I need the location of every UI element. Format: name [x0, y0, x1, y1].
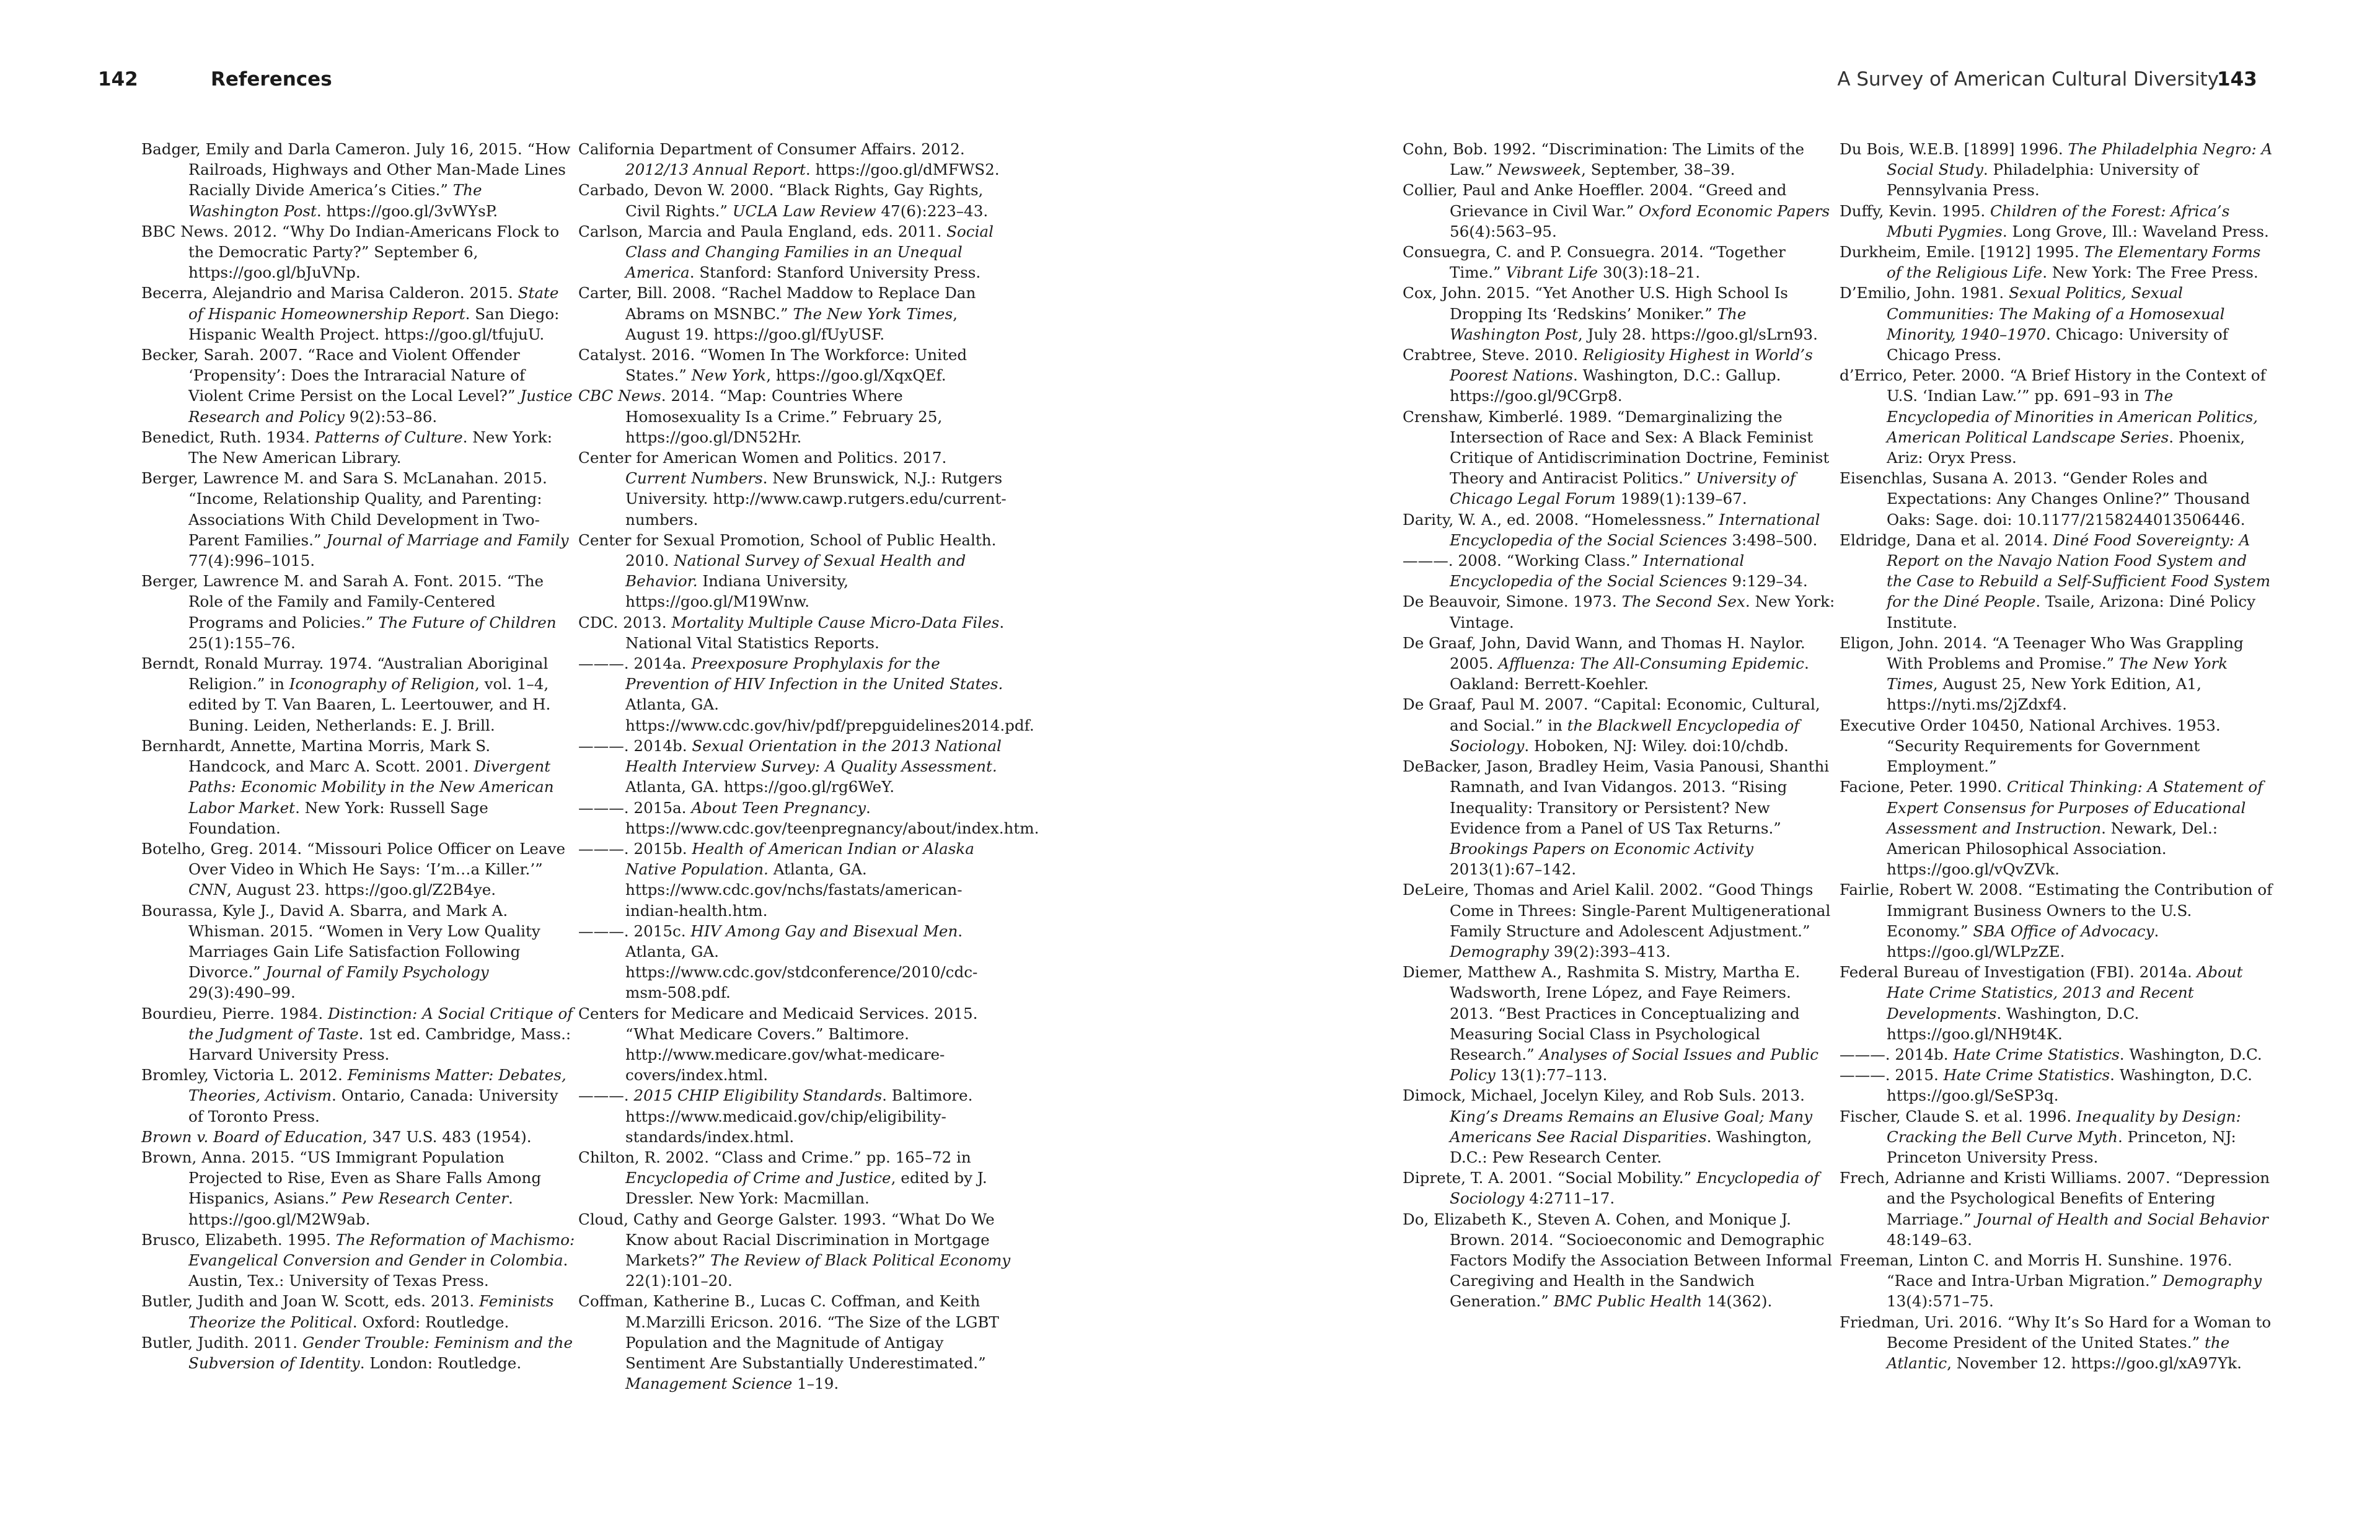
reference-entry: [1403, 345, 1836, 407]
reference-text: . Hoboken, NJ: Wiley. doi:10/chdb.: [1524, 736, 1789, 755]
reference-title-italic: Encyclopedia of Crime and Justice: [625, 1169, 891, 1187]
reference-title-italic: Journal of Marriage and Family: [326, 530, 569, 549]
reference-text: ———. 2015.: [1840, 1066, 1944, 1085]
reference-text: Crenshaw, Kimberlé. 1989. “Demarginalizing the Intersection of Race and Sex: A Black Feminist Critique of Antidiscrimination Doctrine, Feminist Theory and Antiracist Politics.”: [1403, 407, 1830, 488]
reference-text: Centers for Medicare and Medicaid Services. 2015. “What Medicare Covers.” Baltimore. http://www.medicare.gov/what-medicare-covers/index.html.: [578, 1004, 978, 1085]
reference-text: Berger, Lawrence M. and Sarah A. Font. 2015. “The Role of the Family and Family-Centered Programs and Policies.”: [141, 572, 544, 631]
reference-text: . Austin, Tex.: University of Texas Press.: [188, 1251, 568, 1290]
reference-title-italic: Current Numbers: [625, 469, 763, 488]
reference-text: Fairlie, Robert W. 2008. “Estimating the Contribution of Immigrant Business Owners to the U.S. Economy.”: [1840, 881, 2273, 940]
reference-text: Federal Bureau of Investigation (FBI). 2014a.: [1840, 963, 2197, 982]
reference-text: Butler, Judith. 2011.: [141, 1333, 302, 1352]
reference-text: Fischer, Claude S. et al. 1996.: [1840, 1107, 2076, 1125]
reference-title-italic: The Second Sex: [1621, 592, 1745, 611]
reference-title-italic: 2015 CHIP Eligibility Standards: [633, 1086, 883, 1105]
reference-text: Consuegra, C. and P. Consuegra. 2014. “Together Time.”: [1403, 243, 1786, 282]
reference-title-italic: Mortality Multiple Cause Micro-Data Files: [671, 613, 1000, 631]
reference-entry: [1840, 962, 2273, 1044]
reference-entry: [1840, 139, 2273, 201]
reference-entry: [1840, 1065, 2273, 1106]
reference-entry: [1840, 633, 2273, 715]
reference-text: 22(1):101–20.: [625, 1272, 733, 1290]
reference-text: Carlson, Marcia and Paula England, eds. 2011.: [578, 222, 947, 240]
reference-title-italic: Brookings Papers on Economic Activity: [1450, 839, 1754, 858]
reference-text: Indiana University, https://goo.gl/M19Wnw.: [625, 572, 848, 611]
reference-entry: [578, 1209, 1012, 1291]
reference-text: , August 19. https://goo.gl/fUyUSF.: [625, 304, 958, 343]
reference-entry: [141, 468, 575, 571]
reference-text: CDC. 2013.: [578, 613, 672, 631]
reference-entry: [1840, 1168, 2273, 1250]
reference-title-italic: Oxford Economic Papers: [1639, 201, 1830, 220]
reference-text: Botelho, Greg. 2014. “Missouri Police Officer on Leave Over Video in Which He Says: ‘I’m…a Killer.’”: [141, 839, 566, 879]
reference-text: , November 12. https://goo.gl/xA97Yk.: [1947, 1353, 2242, 1372]
reference-text: 3:498–500.: [1727, 530, 1818, 549]
reference-entry: [141, 736, 575, 838]
reference-entry: [1840, 1106, 2273, 1168]
reference-text: Dimock, Michael, Jocelyn Kiley, and Rob Suls. 2013.: [1403, 1086, 1805, 1105]
reference-title-italic: Sexual Politics, Sexual Communities: The Making of a Homosexual Minority, 1940–1970: [1887, 284, 2225, 343]
reference-entry: [1840, 365, 2273, 468]
reference-title-italic: The New York Times: [1887, 654, 2228, 693]
reference-text: 13(4):571–75.: [1887, 1292, 1994, 1311]
reference-text: Berndt, Ronald Murray. 1974. “Australian Aboriginal Religion.” in: [141, 654, 549, 693]
reference-text: . New York: The New American Library.: [188, 428, 553, 467]
reference-entry: [141, 1332, 575, 1373]
reference-entry: [1403, 242, 1836, 283]
reference-text: ———. 2015b.: [578, 839, 692, 858]
reference-text: Facione, Peter. 1990.: [1840, 778, 2007, 796]
reference-title-italic: the Atlantic: [1887, 1333, 2230, 1372]
reference-entry: [1403, 1168, 1836, 1208]
reference-title-italic: Management Science: [625, 1375, 793, 1393]
reference-text: 30(3):18–21.: [1598, 263, 1701, 282]
reference-text: California Department of Consumer Affairs. 2012.: [578, 140, 965, 158]
reference-entry: [578, 447, 1012, 530]
reference-title-italic: Demography: [1450, 942, 1549, 961]
reference-text: . Washington, D.C. https://goo.gl/NH9t4K.: [1887, 1004, 2140, 1043]
reference-text: . Tsaile, Arizona: Diné Policy Institute.: [1887, 592, 2256, 631]
reference-text: ———. 2014b.: [578, 736, 692, 755]
reference-text: Atlanta, GA. https://www.cdc.gov/nchs/fastats/american-indian-health.htm.: [625, 860, 963, 920]
reference-text: . New York: The Free Press.: [2042, 263, 2259, 282]
reference-text: 14(362).: [1702, 1292, 1773, 1311]
reference-text: . Atlanta, GA. https://www.cdc.gov/stdconference/2010/cdc-msm-508.pdf.: [625, 922, 978, 1002]
reference-text: 56(4):563–95.: [1450, 222, 1557, 240]
reference-text: . 2014. “Map: Countries Where Homosexuality Is a Crime.” February 25, https://goo.gl/DN52Hr.: [625, 387, 943, 446]
reference-text: 25(1):155–76.: [188, 633, 296, 652]
reference-title-italic: HIV Among Gay and Bisexual Men: [690, 922, 958, 940]
reference-text: , September, 38–39.: [1581, 161, 1735, 179]
reference-entry: [1403, 283, 1836, 345]
reference-entry: [578, 283, 1012, 345]
reference-text: Brown, Anna. 2015. “US Immigrant Population Projected to Rise, Even as Share Falls Among Hispanics, Asians.”: [141, 1148, 542, 1208]
left-column-1: [141, 139, 575, 1373]
reference-title-italic: New York: [691, 366, 767, 385]
reference-text: , edited by J. Dressler. New York: Macmillan.: [625, 1169, 987, 1208]
reference-title-italic: The Elementary Forms of the Religious Life: [1887, 243, 2261, 282]
reference-text: . Washington, D.C.: [2119, 1045, 2262, 1063]
reference-text: De Graaf, John, David Wann, and Thomas H. Naylor. 2005.: [1403, 633, 1805, 673]
reference-entry: [1403, 1085, 1836, 1168]
reference-text: Frech, Adrianne and Kristi Williams. 2007. “Depression and the Psychological Benefits of Entering Marriage.”: [1840, 1169, 2270, 1228]
reference-title-italic: Journal of Health and Social Behavior: [1976, 1210, 2268, 1228]
reference-title-italic: The Washington Post: [188, 181, 482, 220]
reference-text: . National Vital Statistics Reports.: [625, 613, 1005, 652]
reference-entry: [1403, 139, 1836, 180]
reference-title-italic: Hate Crime Statistics: [1943, 1066, 2110, 1085]
reference-entry: [578, 838, 1012, 921]
reference-entry: [1403, 509, 1836, 550]
reference-text: Durkheim, Emile. [1912] 1995.: [1840, 243, 2084, 262]
reference-title-italic: Hate Crime Statistics: [1953, 1045, 2120, 1063]
reference-title-italic: Encyclopedia of Sociology: [1450, 1169, 1820, 1208]
reference-text: . Stanford: Stanford University Press.: [689, 263, 981, 282]
reference-title-italic: Journal of Family Psychology: [265, 963, 489, 982]
reference-text: 47(6):223–43.: [876, 201, 989, 220]
left-column-2: [578, 139, 1039, 1394]
reference-entry: [1403, 550, 1836, 591]
reference-text: 1989(1):139–67.: [1615, 490, 1747, 508]
reference-title-italic: Affluenza: The All-Consuming Epidemic: [1498, 654, 1804, 673]
reference-text: Cloud, Cathy and George Galster. 1993. “What Do We Know about Racial Discrimination in Mortgage Markets?”: [578, 1210, 995, 1269]
reference-title-italic: Newsweek: [1497, 161, 1582, 179]
reference-entry: [141, 838, 575, 900]
reference-text: Atlanta, GA. https://goo.gl/rg6WeY.: [625, 778, 895, 796]
reference-entry: [578, 1291, 1012, 1394]
reference-text: ———. 2008. “Working Class.”: [1403, 552, 1644, 570]
reference-text: 9:129–34.: [1727, 572, 1808, 591]
reference-text: Butler, Judith and Joan W. Scott, eds. 2013.: [141, 1292, 480, 1311]
reference-title-italic: About Hate Crime Statistics, 2013 and Recent Developments: [1887, 963, 2243, 1023]
reference-title-italic: International Encyclopedia of the Social Sciences: [1450, 552, 1745, 591]
reference-text: ———. 2015a.: [578, 798, 692, 817]
reference-title-italic: Diné Food Sovereignty: A Report on the Navajo Nation Food System and the Case to Rebuild a Self-Sufficient Food System for the Diné People: [1887, 530, 2271, 611]
reference-title-italic: Justice Research and Policy: [188, 387, 573, 426]
reference-entry: [141, 571, 575, 653]
reference-text: Coffman, Katherine B., Lucas C. Coffman, and Keith M.Marzilli Ericson. 2016. “The Size of the LGBT Population and the Magnitude of Antigay Sentiment Are Substantially Underestimated.”: [578, 1292, 999, 1372]
reference-text: . Baltimore. https://www.medicaid.gov/chip/eligibility-standards/index.html.: [625, 1086, 973, 1146]
reference-text: Eisenchlas, Susana A. 2013. “Gender Roles and Expectations: Any Changes Online?” Thousand Oaks: Sage. doi: 10.1177/2158244013506446.: [1840, 469, 2250, 529]
reference-text: Bernhardt, Annette, Martina Morris, Mark S. Handcock, and Marc A. Scott. 2001.: [141, 736, 491, 776]
reference-text: Carter, Bill. 2008. “Rachel Maddow to Replace Dan Abrams on MSNBC.”: [578, 284, 976, 323]
reference-entry: [141, 139, 575, 221]
reference-entry: [578, 921, 1012, 1003]
reference-text: Do, Elizabeth K., Steven A. Cohen, and Monique J. Brown. 2014. “Socioeconomic and Demographic Factors Modify the Association Between Informal Caregiving and Health in the Sandwich Generation.”: [1403, 1210, 1832, 1311]
reference-entry: [578, 1147, 1012, 1209]
reference-title-italic: Patterns of Culture: [314, 428, 463, 446]
reference-text: ———. 2014a.: [578, 654, 692, 673]
reference-text: . https://goo.gl/WLPzZE.: [1887, 922, 2159, 961]
reference-entry: [1403, 694, 1836, 756]
reference-text: 1–19.: [792, 1375, 839, 1393]
reference-entry: [141, 221, 575, 283]
reference-title-italic: Social Class and Changing Families in an Unequal America: [625, 222, 994, 282]
reference-title-italic: Divergent Paths: Economic Mobility in the New American Labor Market: [188, 757, 554, 817]
reference-title-italic: University of Chicago Legal Forum: [1450, 469, 1796, 508]
reference-title-italic: The Review of Black Political Economy: [710, 1251, 1011, 1269]
reference-title-italic: State of Hispanic Homeownership Report: [188, 284, 559, 323]
reference-text: Benedict, Ruth. 1934.: [141, 428, 315, 446]
reference-text: . Long Grove, Ill.: Waveland Press.: [2002, 222, 2269, 240]
reference-text: Bourassa, Kyle J., David A. Sbarra, and Mark A. Whisman. 2015. “Women in Very Low Quality Marriages Gain Life Satisfaction Following Divorce.”: [141, 901, 540, 982]
reference-text: ———. 2015c.: [578, 922, 691, 940]
reference-title-italic: Vibrant Life: [1505, 263, 1598, 282]
reference-text: 29(3):490–99.: [188, 983, 296, 1002]
reference-title-italic: BMC Public Health: [1553, 1292, 1703, 1311]
reference-text: . Princeton, NJ: Princeton University Press.: [1887, 1127, 2236, 1166]
reference-text: Diprete, T. A. 2001. “Social Mobility.”: [1403, 1169, 1697, 1187]
reference-text: Carbado, Devon W. 2000. “Black Rights, Gay Rights, Civil Rights.”: [578, 181, 984, 220]
reference-entry: [141, 1230, 575, 1291]
reference-text: . Ontario, Canada: University of Toronto Press.: [188, 1086, 558, 1125]
reference-entry: [141, 1065, 575, 1127]
reference-text: . https://www.cdc.gov/teenpregnancy/about/index.htm.: [625, 798, 1039, 837]
reference-title-italic: Religiosity Highest in World’s Poorest Nations: [1450, 346, 1813, 385]
reference-text: d’Errico, Peter. 2000. “A Brief History in the Context of U.S. ‘Indian Law.’” pp. 691–93 in: [1840, 366, 2266, 405]
reference-text: Atlanta, GA. https://www.cdc.gov/hiv/pdf/prepguidelines2014.pdf.: [625, 695, 1034, 734]
reference-title-italic: the Blackwell Encyclopedia of Sociology: [1450, 716, 1800, 755]
reference-title-italic: Pew Research Center: [342, 1189, 509, 1208]
reference-text: . London: Routledge.: [359, 1353, 522, 1372]
reference-text: Bromley, Victoria L. 2012.: [141, 1066, 348, 1085]
reference-title-italic: The Reformation of Machismo: Evangelical Conversion and Gender in Colombia: [188, 1230, 575, 1269]
reference-title-italic: Preexposure Prophylaxis for the Prevention of HIV Infection in the United States.: [625, 654, 1003, 693]
reference-text: Center for Sexual Promotion, School of Public Health. 2010.: [578, 530, 997, 570]
reference-entry: [578, 221, 1012, 283]
reference-title-italic: King’s Dreams Remains an Elusive Goal; Many Americans See Racial Disparities: [1450, 1107, 1813, 1146]
reference-title-italic: Children of the Forest: Africa’s Mbuti Pygmies: [1887, 201, 2230, 240]
reference-text: . Washington, D.C. https://goo.gl/SeSP3q.: [1887, 1066, 2252, 1105]
reference-entry: [1403, 407, 1836, 509]
reference-text: Friedman, Uri. 2016. “Why It’s So Hard for a Woman to Become President of the United States.”: [1840, 1313, 2272, 1352]
reference-entry: [1403, 1209, 1836, 1312]
reference-entry: [1403, 962, 1836, 1085]
reference-text: DeBacker, Jason, Bradley Heim, Vasia Panousi, Shanthi Ramnath, and Ivan Vidangos. 2013. “Rising Inequality: Transitory or Persistent? New Evidence from a Panel of US Tax Returns.”: [1403, 757, 1830, 837]
left-page-number: 142: [98, 68, 138, 90]
reference-entry: [141, 1291, 575, 1332]
reference-text: Eligon, John. 2014. “A Teenager Who Was Grappling With Problems and Promise.”: [1840, 633, 2244, 673]
right-page: [1190, 0, 2380, 1540]
reference-text: , 347 U.S. 483 (1954).: [362, 1127, 532, 1146]
reference-entry: [1840, 1044, 2273, 1065]
reference-entry: [578, 736, 1012, 798]
reference-entry: [578, 798, 1039, 838]
reference-entry: [141, 283, 575, 345]
reference-text: . 1st ed. Cambridge, Mass.: Harvard University Press.: [188, 1024, 571, 1063]
reference-entry: [1840, 201, 2273, 242]
reference-entry: [578, 345, 1012, 385]
reference-text: Collier, Paul and Anke Hoeffler. 2004. “Greed and Grievance in Civil War.”: [1403, 181, 1787, 220]
reference-entry: [141, 1147, 575, 1230]
reference-title-italic: Sexual Orientation in the 2013 National Health Interview Survey: A Quality Assessment.: [625, 736, 1002, 776]
reference-text: . Chicago: University of Chicago Press.: [1887, 325, 2228, 364]
reference-entry: [141, 345, 575, 427]
reference-title-italic: The New York Times: [793, 304, 953, 323]
reference-text: Cox, John. 2015. “Yet Another U.S. High School Is Dropping Its ‘Redskins’ Moniker.”: [1403, 284, 1788, 323]
reference-title-italic: About Teen Pregnancy: [691, 798, 866, 817]
reference-text: Eldridge, Dana et al. 2014.: [1840, 530, 2053, 549]
reference-entry: [141, 1003, 575, 1065]
reference-text: Freeman, Linton C. and Morris H. Sunshine. 1976. “Race and Intra-Urban Migration.”: [1840, 1251, 2232, 1290]
reference-text: De Graaf, Paul M. 2007. “Capital: Economic, Cultural, and Social.” in: [1403, 695, 1820, 734]
reference-text: Du Bois, W.E.B. [1899] 1996.: [1840, 140, 2068, 158]
reference-title-italic: The Encyclopedia of Minorities in American Politics, American Political Landscape Series: [1887, 387, 2259, 446]
reference-text: . https://goo.gl/M2W9ab.: [188, 1189, 513, 1228]
reference-title-italic: CNN: [188, 881, 227, 899]
reference-title-italic: Iconography of Religion: [289, 675, 475, 693]
reference-text: . Oakland: Berrett-Koehler.: [1450, 654, 1809, 693]
reference-text: . Phoenix, Ariz: Oryx Press.: [1887, 428, 2246, 467]
reference-entry: [1840, 468, 2273, 530]
reference-entry: [1840, 242, 2273, 283]
reference-entry: [141, 900, 575, 1003]
reference-title-italic: National Survey of Sexual Health and Behavior.: [625, 552, 966, 591]
reference-text: BBC News. 2012. “Why Do Indian-Americans Flock to the Democratic Party?” September 6, https://goo.gl/bJuVNp.: [141, 222, 560, 282]
reference-title-italic: Gender Trouble: Feminism and the Subversion of Identity: [188, 1333, 573, 1372]
reference-text: 77(4):996–1015.: [188, 552, 315, 570]
reference-text: Darity, W. A., ed. 2008. “Homelessness.”: [1403, 510, 1719, 529]
reference-text: Chilton, R. 2002. “Class and Crime.” pp. 165–72 in: [578, 1148, 971, 1166]
reference-entry: [1840, 777, 2273, 879]
reference-text: . Philadelphia: University of Pennsylvania Press.: [1887, 161, 2199, 200]
reference-title-italic: Feminisms Matter: Debates, Theories, Activism: [188, 1066, 566, 1105]
reference-title-italic: Critical Thinking: A Statement of Expert Consensus for Purposes of Educational Assessment and Instruction: [1887, 778, 2263, 837]
reference-text: 4:2711–17.: [1524, 1189, 1615, 1208]
reference-text: Duffy, Kevin. 1995.: [1840, 201, 1991, 220]
reference-entry: [1403, 591, 1836, 632]
section-title: References: [211, 68, 332, 90]
reference-text: , vol. 1–4, edited by T. Van Baaren, L. Leertouwer, and H. Buning. Leiden, Netherlands: E. J. Brill.: [188, 675, 551, 734]
reference-text: Brusco, Elizabeth. 1995.: [141, 1230, 336, 1249]
reference-text: Badger, Emily and Darla Cameron. July 16, 2015. “How Railroads, Highways and Other Man-Made Lines Racially Divide America’s Cities.”: [141, 140, 571, 200]
reference-entry: [1403, 633, 1836, 695]
reference-text: , August 25, New York Edition, A1, https://nyti.ms/2jZdxf4.: [1887, 675, 2202, 714]
reference-text: . Newark, Del.: American Philosophical Association. https://goo.gl/vQvZVk.: [1887, 819, 2218, 879]
reference-entry: [578, 530, 1012, 612]
reference-text: D’Emilio, John. 1981.: [1840, 284, 2009, 302]
reference-text: Becerra, Alejandrio and Marisa Calderon. 2015.: [141, 284, 518, 302]
reference-text: Center for American Women and Politics. 2017.: [578, 449, 947, 467]
reference-entry: [141, 427, 575, 468]
reference-text: , August 23. https://goo.gl/Z2B4ye.: [226, 881, 496, 899]
reference-entry: [578, 1003, 1012, 1086]
reference-title-italic: Distinction: A Social Critique of the Judgment of Taste: [188, 1004, 573, 1043]
reference-entry: [1840, 283, 2273, 365]
reference-entry: [1840, 879, 2273, 962]
reference-text: 48:149–63.: [1887, 1230, 1972, 1249]
reference-entry: [1840, 715, 2273, 777]
reference-text: Bourdieu, Pierre. 1984.: [141, 1004, 328, 1023]
reference-title-italic: 2012/13 Annual Report: [625, 161, 806, 179]
right-page-number: 143: [2217, 68, 2257, 90]
reference-title-italic: The Future of Children: [378, 613, 557, 631]
reference-text: 2013(1):67–142.: [1450, 860, 1577, 879]
reference-text: . Oxford: Routledge.: [352, 1313, 509, 1331]
reference-entry: [1403, 180, 1836, 242]
reference-entry: [578, 653, 1034, 736]
reference-text: 13(1):77–113.: [1495, 1066, 1608, 1085]
reference-text: . San Diego: Hispanic Wealth Project. https://goo.gl/tfujuU.: [188, 304, 560, 343]
reference-entry: [578, 139, 1012, 180]
reference-entry: [1840, 1312, 2273, 1374]
reference-title-italic: SBA Office of Advocacy: [1973, 922, 2154, 940]
reference-entry: [141, 1127, 575, 1147]
reference-title-italic: Analyses of Social Issues and Public Policy: [1450, 1045, 1818, 1085]
reference-text: Becker, Sarah. 2007. “Race and Violent Offender ‘Propensity’: Does the Intraracial Nature of Violent Crime Persist on the Local Level?”: [141, 346, 526, 405]
reference-text: 9(2):53–86.: [344, 407, 438, 426]
reference-text: . New York: Russell Sage Foundation.: [188, 798, 488, 837]
reference-text: ———.: [578, 1086, 634, 1105]
reference-title-italic: Feminists Theorize the Political: [188, 1292, 554, 1331]
reference-text: . New Brunswick, N.J.: Rutgers University. http://www.cawp.rutgers.edu/current-numbers.: [625, 469, 1007, 529]
reference-entry: [578, 1085, 1012, 1147]
reference-title-italic: UCLA Law Review: [732, 201, 876, 220]
reference-entry: [578, 612, 1012, 653]
reference-title-italic: CBC News: [578, 387, 661, 405]
reference-entry: [1403, 879, 1836, 962]
reference-text: . https://goo.gl/dMFWS2.: [805, 161, 1000, 179]
reference-entry: [578, 385, 1012, 447]
reference-title-italic: Brown v. Board of Education: [141, 1127, 363, 1146]
reference-text: . New York: Vintage.: [1450, 592, 1835, 631]
reference-text: De Beauvoir, Simone. 1973.: [1403, 592, 1622, 611]
right-column-1: [1403, 139, 1836, 1312]
reference-title-italic: International Encyclopedia of the Social Sciences: [1450, 510, 1820, 549]
reference-text: 39(2):393–413.: [1549, 942, 1671, 961]
reference-text: Cohn, Bob. 1992. “Discrimination: The Limits of the Law.”: [1403, 140, 1805, 179]
reference-entry: [578, 180, 1012, 221]
reference-text: . Washington, D.C.: Gallup. https://goo.gl/9CGrp8.: [1450, 366, 1781, 405]
reference-title-italic: The Washington Post: [1450, 304, 1747, 343]
reference-title-italic: Health of American Indian or Alaska Native Population.: [625, 839, 974, 879]
reference-text: , https://goo.gl/XqxQEf.: [766, 366, 946, 385]
reference-title-italic: The Philadelphia Negro: A Social Study: [1887, 140, 2273, 179]
book-title: A Survey of American Cultural Diversity: [1837, 68, 2219, 90]
reference-text: . Washington, D.C.: Pew Research Center.: [1450, 1127, 1812, 1166]
reference-entry: [141, 653, 575, 736]
reference-title-italic: Demography: [2162, 1272, 2262, 1290]
reference-entry: [1403, 756, 1836, 879]
reference-text: Berger, Lawrence M. and Sara S. McLanahan. 2015. “Income, Relationship Quality, and Parenting: Associations With Child Development in Two-Parent Families.”: [141, 469, 547, 549]
right-column-2: [1840, 139, 2273, 1373]
reference-text: Diemer, Matthew A., Rashmita S. Mistry, Martha E. Wadsworth, Irene López, and Faye Reimers. 2013. “Best Practices in Conceptualizing and Measuring Social Class in Psychological Research.”: [1403, 963, 1800, 1063]
reference-text: Catalyst. 2016. “Women In The Workforce: United States.”: [578, 346, 967, 385]
reference-entry: [1840, 1250, 2273, 1312]
reference-title-italic: Inequality by Design: Cracking the Bell Curve Myth: [1887, 1107, 2241, 1146]
reference-text: . https://goo.gl/3vWYsP.: [316, 201, 498, 220]
reference-text: Executive Order 10450, National Archives. 1953. “Security Requirements for Government Employment.”: [1840, 716, 2221, 776]
reference-text: Crabtree, Steve. 2010.: [1403, 346, 1583, 364]
reference-text: , July 28. https://goo.gl/sLrn93.: [1577, 325, 1818, 343]
reference-text: DeLeire, Thomas and Ariel Kalil. 2002. “Good Things Come in Threes: Single-Parent Multigenerational Family Structure and Adolescent Adjustment.”: [1403, 881, 1831, 940]
reference-entry: [1840, 530, 2273, 633]
reference-text: ———. 2014b.: [1840, 1045, 1954, 1063]
